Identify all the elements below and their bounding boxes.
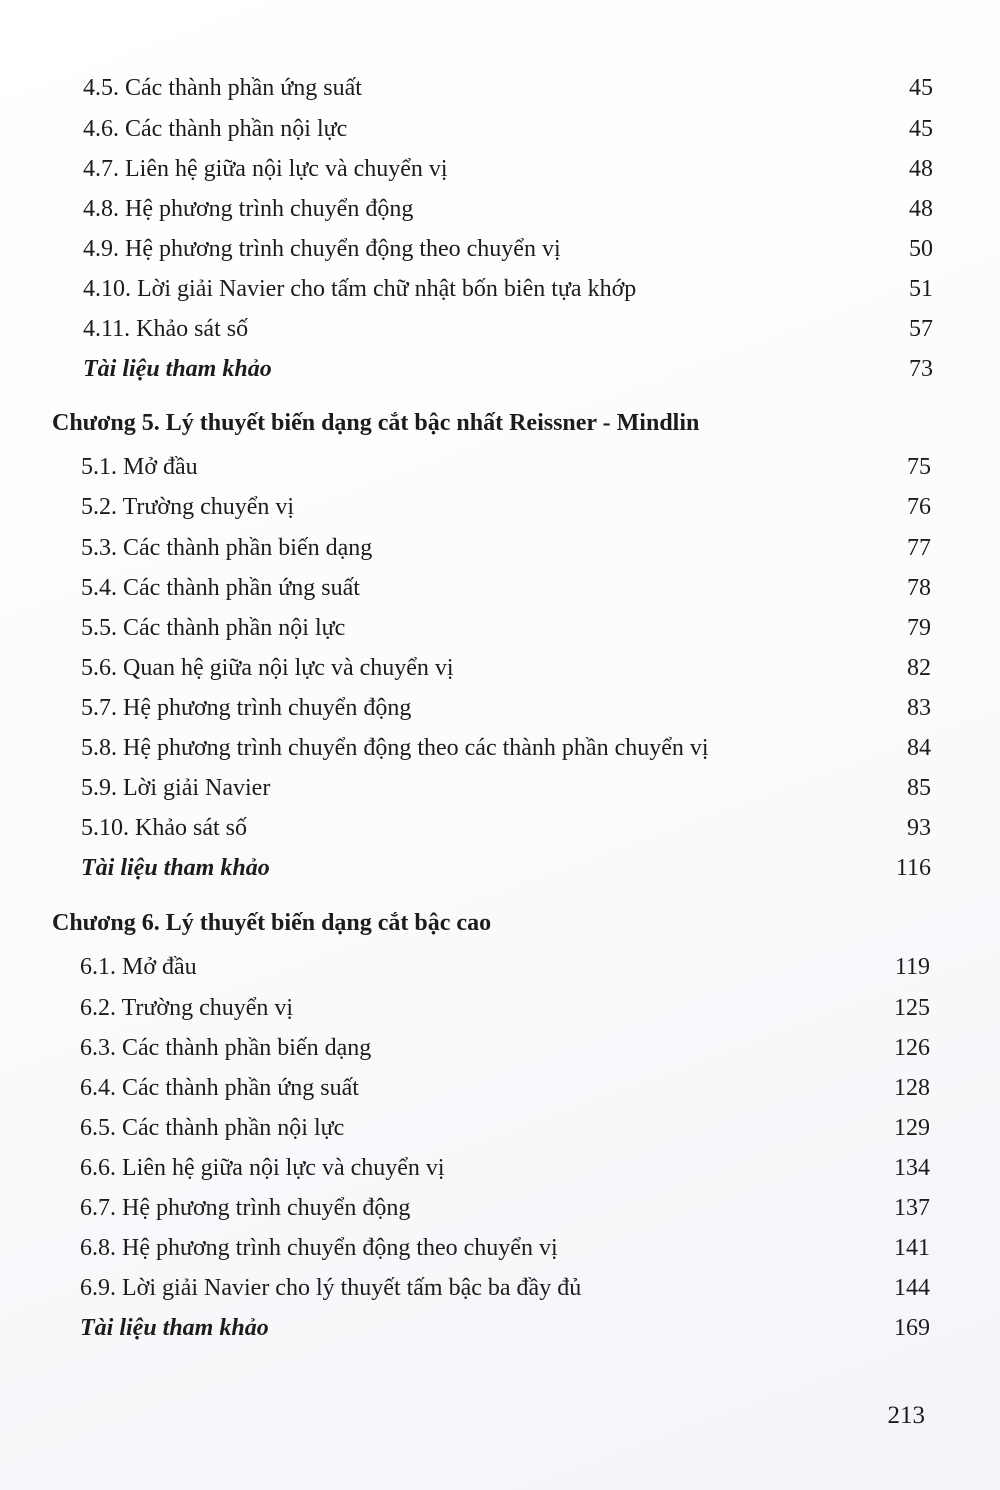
toc-entry-page: 73 — [909, 356, 933, 382]
toc-entry-title: 5.7. Hệ phương trình chuyển động — [81, 695, 412, 721]
toc-entry-title: 6.4. Các thành phần ứng suất — [80, 1075, 359, 1101]
toc-entry — [80, 1235, 930, 1265]
toc-entry-title: 4.5. Các thành phần ứng suất — [83, 75, 362, 101]
toc-entry — [80, 1195, 930, 1225]
toc-entry-title: 6.1. Mở đầu — [80, 954, 197, 980]
toc-entry-title: 5.6. Quan hệ giữa nội lực và chuyển vị — [81, 655, 454, 681]
toc-entry — [80, 1275, 930, 1305]
toc-entry-title: 5.1. Mở đầu — [81, 454, 198, 480]
toc-entry — [83, 276, 933, 306]
toc-entry-page: 85 — [907, 775, 931, 801]
toc-entry — [81, 695, 931, 725]
toc-entry-page: 82 — [907, 655, 931, 681]
toc-entry — [83, 75, 933, 105]
toc-entry-page: 137 — [894, 1195, 930, 1221]
toc-entry-page: 77 — [907, 535, 931, 561]
toc-entry-title: 4.9. Hệ phương trình chuyển động theo chuyển vị — [83, 236, 561, 262]
toc-entry-title: 4.7. Liên hệ giữa nội lực và chuyển vị — [83, 156, 448, 182]
toc-entry-page: 45 — [909, 116, 933, 142]
toc-entry-page: 75 — [907, 454, 931, 480]
toc-entry — [81, 494, 931, 524]
toc-entry — [81, 535, 931, 565]
toc-entry — [83, 316, 933, 346]
toc-entry-title: Tài liệu tham khảo — [80, 1315, 269, 1341]
toc-entry-page: 125 — [894, 995, 930, 1021]
toc-entry-page: 84 — [907, 735, 931, 761]
chapter-6-title: Chương 6. Lý thuyết biến dạng cắt bậc cao — [52, 910, 492, 936]
toc-entry-title: 5.8. Hệ phương trình chuyển động theo các thành phần chuyển vị — [81, 735, 709, 761]
toc-entry-page: 48 — [909, 156, 933, 182]
toc-entry-title: Tài liệu tham khảo — [83, 356, 272, 382]
toc-entry — [83, 236, 933, 266]
toc-entry — [80, 954, 930, 984]
toc-entry-page: 78 — [907, 575, 931, 601]
toc-entry — [80, 1035, 930, 1065]
toc-entry — [83, 116, 933, 146]
toc-entry-title: Tài liệu tham khảo — [81, 855, 270, 881]
toc-entry — [80, 1115, 930, 1145]
toc-entry-title: 5.10. Khảo sát số — [81, 815, 247, 841]
toc-entry-page: 126 — [894, 1035, 930, 1061]
toc-entry-page: 116 — [895, 855, 931, 881]
toc-entry — [81, 575, 931, 605]
toc-references — [81, 855, 931, 885]
toc-entry-title: 6.6. Liên hệ giữa nội lực và chuyển vị — [80, 1155, 445, 1181]
toc-entry-title: 5.2. Trường chuyển vị — [81, 494, 295, 520]
toc-references — [80, 1315, 930, 1345]
chapter-5-title: Chương 5. Lý thuyết biến dạng cắt bậc nhất Reissner - Mindlin — [52, 410, 700, 436]
toc-entry — [81, 815, 931, 845]
page-number: 213 — [887, 1402, 925, 1429]
toc-entry-page: 48 — [909, 196, 933, 222]
toc-entry-title: 5.3. Các thành phần biến dạng — [81, 535, 373, 561]
toc-entry-page: 51 — [909, 276, 933, 302]
toc-entry-page: 79 — [907, 615, 931, 641]
toc-entry-page: 83 — [907, 695, 931, 721]
toc-entry-page: 57 — [909, 316, 933, 342]
toc-entry-page: 129 — [894, 1115, 930, 1141]
toc-entry-page: 119 — [894, 954, 930, 980]
toc-entry-title: 4.10. Lời giải Navier cho tấm chữ nhật bốn biên tựa khớp — [83, 276, 637, 302]
toc-entry-title: 6.8. Hệ phương trình chuyển động theo chuyển vị — [80, 1235, 558, 1261]
toc-entry-title: 4.11. Khảo sát số — [83, 316, 249, 342]
toc-entry-page: 50 — [909, 236, 933, 262]
toc-entry-title: 6.2. Trường chuyển vị — [80, 995, 294, 1021]
toc-entry-title: 6.3. Các thành phần biến dạng — [80, 1035, 372, 1061]
toc-entry-title: 4.6. Các thành phần nội lực — [83, 116, 348, 142]
toc-entry-page: 45 — [909, 75, 933, 101]
toc-entry — [80, 1155, 930, 1185]
toc-entry — [80, 995, 930, 1025]
toc-entry-page: 144 — [894, 1275, 930, 1301]
toc-entry — [83, 196, 933, 226]
toc-entry — [83, 156, 933, 186]
toc-entry-title: 5.5. Các thành phần nội lực — [81, 615, 346, 641]
toc-entry — [81, 655, 931, 685]
toc-entry-title: 5.4. Các thành phần ứng suất — [81, 575, 360, 601]
toc-entry-title: 6.7. Hệ phương trình chuyển động — [80, 1195, 411, 1221]
toc-entry — [80, 1075, 930, 1105]
toc-entry-title: 6.5. Các thành phần nội lực — [80, 1115, 345, 1141]
toc-entry — [81, 615, 931, 645]
toc-entry — [81, 454, 931, 484]
toc-entry-title: 4.8. Hệ phương trình chuyển động — [83, 196, 414, 222]
toc-entry-page: 128 — [894, 1075, 930, 1101]
toc-entry-page: 141 — [894, 1235, 930, 1261]
toc-entry — [81, 775, 931, 805]
toc-references — [83, 356, 933, 386]
toc-entry — [81, 735, 931, 765]
toc-entry-page: 169 — [894, 1315, 930, 1341]
toc-entry-title: 6.9. Lời giải Navier cho lý thuyết tấm bậc ba đầy đủ — [80, 1275, 582, 1301]
toc-entry-page: 76 — [907, 494, 931, 520]
toc-entry-title: 5.9. Lời giải Navier — [81, 775, 271, 801]
toc-entry-page: 134 — [894, 1155, 930, 1181]
toc-entry-page: 93 — [907, 815, 931, 841]
